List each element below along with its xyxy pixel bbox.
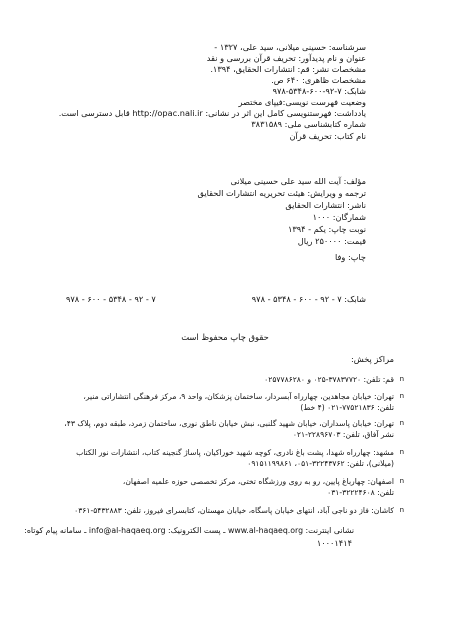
distribution-item-tehran-2 bbox=[54, 418, 404, 440]
isbn-value: ۹۷۸ - ۶۰۰ - ۵۳۴۸ - ۹۲ - ۷ bbox=[66, 294, 156, 304]
distribution-line: نشر آفاق، تلفن: ۲۲۸۹۶۷۰۳-۰۲۱ bbox=[292, 430, 394, 439]
catalog-isbn-entry: شابک: ۷-۹۲-۶۰۰-۵۳۴۸-۹۷۸ bbox=[272, 86, 366, 96]
bullet-icon: n bbox=[399, 448, 404, 456]
book-print-run: شمارگان: ۱۰۰۰ bbox=[312, 212, 366, 222]
distribution-line: قم: تلفن: ۳۷۸۳۷۷۲۰-۰۲۵ و ۰۲۵۷۷۸۶۲۸۰ bbox=[264, 375, 394, 384]
distribution-item-isfahan bbox=[54, 476, 404, 498]
distribution-line: تهران: خیابان پاسداران، خیابان شهید گلنبی، نبش خیابان ناطق نوری، ساختمان زمرد، طبقه دوم، پلاک ۴۳، bbox=[64, 419, 394, 428]
bullet-icon: n bbox=[399, 375, 404, 383]
bullet-icon: n bbox=[399, 506, 404, 514]
catalog-national-number-entry: شماره کتابشناسی ملی: ۳۸۳۱۵۸۹ bbox=[251, 119, 366, 129]
distribution-line: تلفن: ۳۲۲۲۴۶۰۸-۰۳۱ bbox=[327, 488, 394, 497]
copyright-notice: حقوق چاپ محفوظ است bbox=[181, 332, 269, 342]
distribution-line: (میلانی)، تلفن: ۳۲۲۴۳۷۶۲-۰۵۱، ۰۹۱۵۱۱۹۹۸۶۱ bbox=[247, 459, 394, 468]
distribution-item-kashan bbox=[54, 505, 404, 516]
sms-code: ۱۰۰۰۱۴۱۴ bbox=[316, 538, 352, 548]
catalog-physical-entry: مشخصات ظاهری: ۶۴۰ ص. bbox=[271, 75, 366, 85]
book-edition: نوبت چاپ: یکم - ۱۳۹۴ bbox=[287, 224, 366, 234]
book-publisher: ناشر: انتشارات الحقایق bbox=[285, 200, 366, 210]
isbn-label: شابک: ۷ - ۹۲ - ۶۰۰ - ۵۳۴۸ - ۹۷۸ bbox=[251, 294, 366, 304]
book-translation: ترجمه و ویرایش: هیئت تحریریه انتشارات الحقایق bbox=[197, 188, 366, 198]
catalog-title-entry: عنوان و نام پدیدآور: تحریف قرآن بررسی و نقد bbox=[206, 53, 366, 63]
distribution-item-tehran-1 bbox=[54, 391, 404, 413]
distribution-item-mashhad bbox=[54, 447, 404, 469]
distribution-line: مشهد: چهارراه شهدا، پشت باغ نادری، کوچه شهید خوراکیان، پاساژ گنجینه کتاب، انتشارات نور الکتاب bbox=[76, 448, 394, 457]
catalog-publication-entry: مشخصات نشر: قم: انتشارات الحقایق، ۱۳۹۴. bbox=[210, 64, 366, 74]
catalog-status-entry: وضعیت فهرست نویسی:فیپای مختصر bbox=[238, 97, 366, 107]
distribution-line: تلفن: ۷۷۵۲۱۸۳۶-۰۲۱ (۴ خط) bbox=[300, 403, 394, 412]
distribution-item-qom bbox=[54, 374, 404, 385]
distribution-line: کاشان: فاز دو ناجی آباد، انتهای خیابان پاسگاه، خیابان مهستان، کتابسرای فیروز، تلفن: ۵۴۳۲۸۸۳-۰۳۶۱ bbox=[74, 506, 394, 515]
distribution-title: مراکز پخش: bbox=[351, 354, 394, 364]
book-name: نام کتاب: تحریف قرآن bbox=[289, 131, 366, 141]
bullet-icon: n bbox=[399, 477, 404, 485]
bullet-icon: n bbox=[399, 419, 404, 427]
catalog-author-entry: سرشناسه: حسینی میلانی، سید علی، ۱۳۲۷ - bbox=[214, 42, 366, 52]
book-author: مؤلف: آیت الله سید علی حسینی میلانی bbox=[230, 176, 366, 186]
distribution-line: تهران: خیابان مجاهدین، چهارراه آبسردار، ساختمان پزشکان، واحد ۹، مرکز فرهنگی انتشاراتی منیر، bbox=[83, 392, 394, 401]
catalog-note-entry: یادداشت: فهرستنویسی کامل این اثر در نشانی: http://opac.nali.ir قابل دسترسی است. bbox=[58, 108, 366, 118]
book-price: قیمت: ۲۵۰۰۰۰ ریال bbox=[297, 236, 366, 246]
bullet-icon: n bbox=[399, 392, 404, 400]
distribution-line: اصفهان: چهارباغ پایین، رو به روی ورزشگاه تختی، مرکز تخصصی حوزه علمیه اصفهان، bbox=[122, 477, 394, 486]
website-line: نشانی اینترنت: www.al-haqaeq.org ـ پست الکترونیک: info@al-haqaeq.org ـ سامانه پیام کوتاه: bbox=[24, 526, 354, 535]
book-printer: چاپ: وفا bbox=[335, 252, 366, 262]
